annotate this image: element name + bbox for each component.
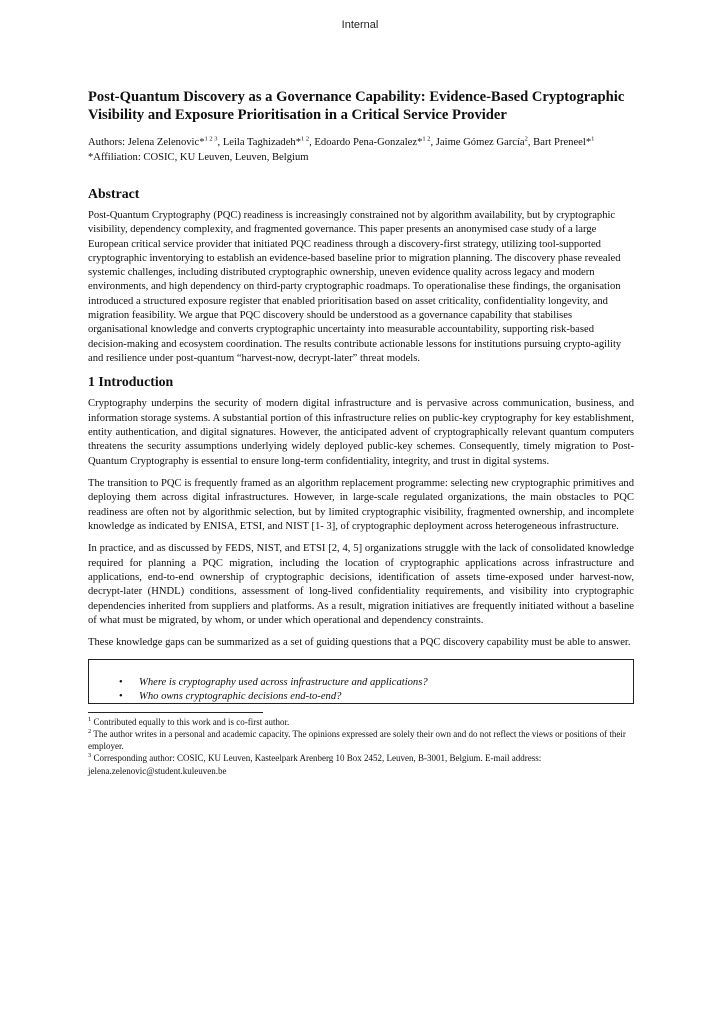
author-affiliation-mark: 1 2 [422, 135, 431, 143]
footnote-text: Corresponding author: COSIC, KU Leuven, Kasteelpark Arenberg 10 Box 2452, Leuven, B-3001, Belgium. E-mail address: jelena.zelenovic@student.kuleuven.be [88, 753, 542, 776]
author-name: Jelena Zelenovic* [127, 137, 205, 148]
abstract-heading: Abstract [88, 186, 140, 201]
author-affiliation-mark: 2 [524, 135, 528, 143]
abstract-text: Post-Quantum Cryptography (PQC) readiness is increasingly constrained not by algorithm availability, but by cryptographic visibility, dependency complexity, and fragmented governance. This paper presents an anonymised case study of a large European critical service provider that initiated PQC readiness through a discovery-first strategy, utilizing tool-supported cryptographic inventorying to establish an evidence-based baseline prior to migration planning. The discovery phase revealed systemic challenges, including distributed cryptographic ownership, uneven evidence quality across legacy and modern environments, and high dependency on third-party cryptographic roadmaps. To operationalise these findings, the organisation introduced a structured exposure register that enabled prioritisation based on asset criticality, confidentiality longevity, and migration feasibility. We argue that PQC discovery should be understood as a governance capability that stabilises organisational knowledge and converts cryptographic uncertainty into measurable accountability, supporting risk-based decision-making and ecosystem coordination. The results contribute actionable lessons for institutions pursuing crypto-agility and resilience under post-quantum “harvest-now, decrypt-later” threat models. [88, 210, 622, 364]
footnote-mark: 3 [88, 752, 92, 760]
author-affiliation-mark: 1 2 [301, 135, 310, 143]
body-paragraph: Cryptography underpins the security of modern digital infrastructure and is pervasive across communication, business, and information storage systems. A substantial portion of this infrastructure relies on public-key cryptography for key establishment, entity authentication, and digital signatures. However, the anticipated advent of cryptographically relevant quantum computers threatens the security assumptions underlying widely deployed public-key schemes. Consequently, timely migration to Post-Quantum Cryptography is essential to ensure long-term confidentiality, integrity, and trust in digital systems. [88, 398, 634, 467]
guiding-question-text: Where is cryptography used across infrastructure and applications? [139, 676, 428, 688]
body-paragraph: In practice, and as discussed by FEDS, NIST, and ETSI [2, 4, 5] organizations struggle with the lack of consolidated knowledge required for planning a PQC migration, including the location of cryptographic applications across infrastructure and applications, end-to-end ownership of cryptographic decisions, identification of assets time-exposed under harvest-now, decrypt-later (HNDL) conditions, assessment of long-lived confidentiality requirements, and visibility into cryptographic dependencies inherited from suppliers and platforms. As a result, migration initiatives are frequently initiated without a baseline of what must be migrated, by whom, or under which operational and dependency constraints. [88, 543, 634, 627]
footnotes [88, 716, 634, 777]
body-paragraph: The transition to PQC is frequently framed as an algorithm replacement programme: selecting new cryptographic primitives and deploying them across digital infrastructures. However, in large-scale regulated organizations, the main obstacles to PQC readiness are often not by algorithmic selection, but by limited cryptographic visibility, fragmented ownership, and incomplete knowledge as indicated by ENISA, ETSI, and NIST [1- 3], of cryptographic deployment across heterogeneous infrastructure. [88, 477, 634, 533]
footnote-text: The author writes in a personal and academic capacity. The opinions expressed are solely their own and do not reflect the views or positions of their employer. [88, 728, 626, 752]
author-name: Edoardo Pena-Gonzalez* [314, 137, 423, 148]
author-name: Jaime Gómez García [435, 137, 525, 148]
author-name: Leila Taghizadeh* [222, 137, 301, 148]
guiding-question-text: Who owns cryptographic decisions end-to-end? [139, 690, 342, 702]
footnote-text: Contributed equally to this work and is co-first author. [91, 716, 290, 727]
classification-label: Internal [341, 19, 379, 31]
author-line [88, 136, 634, 151]
footnote [88, 716, 634, 728]
footnote [88, 752, 634, 776]
bullet-icon: • [119, 676, 123, 688]
author-separator: , [217, 137, 223, 148]
bullet-icon: • [119, 690, 123, 702]
author-separator: , [430, 137, 436, 148]
guiding-questions-box [88, 659, 634, 704]
author-separator: , [309, 137, 315, 148]
affiliation-line: *Affiliation: COSIC, KU Leuven, Leuven, Belgium [88, 151, 309, 163]
page-content [88, 88, 634, 777]
body-paragraph: These knowledge gaps can be summarized as a set of guiding questions that a PQC discovery capability must be able to answer. [88, 637, 631, 649]
guiding-question [119, 676, 633, 690]
authors-prefix: Authors: [88, 137, 128, 148]
author-affiliation-mark: 1 2 3 [204, 135, 218, 143]
author-name: Bart Preneel* [533, 137, 592, 148]
footnote [88, 728, 634, 752]
footnote-divider [88, 712, 263, 713]
footnote-mark: 2 [88, 727, 92, 735]
introduction-heading: 1 Introduction [88, 374, 174, 390]
footnote-mark: 1 [88, 715, 92, 723]
guiding-question [119, 690, 633, 704]
author-affiliation-mark: 1 [591, 135, 595, 143]
author-separator: , [527, 137, 534, 148]
guiding-questions-list [119, 676, 633, 704]
paper-title: Post-Quantum Discovery as a Governance Capability: Evidence-Based Cryptographic Visibility and Exposure Prioritisation in a Critical Service Provider [88, 89, 625, 123]
